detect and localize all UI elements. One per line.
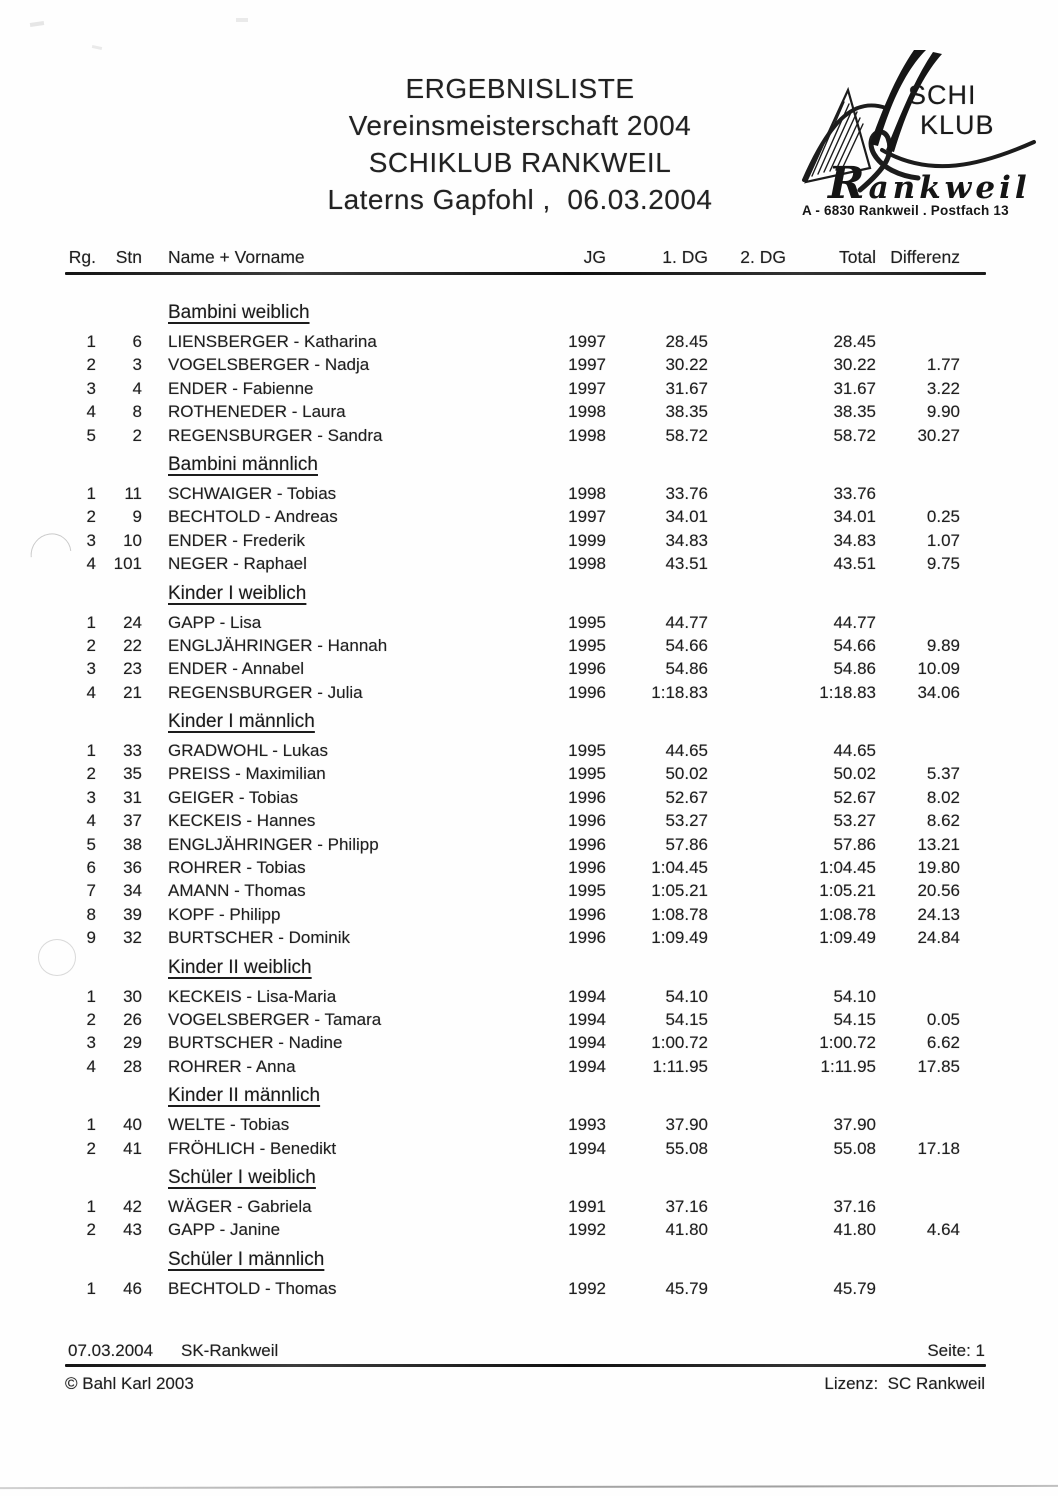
cell-name: ENDER - Frederik	[168, 530, 305, 550]
cell-total: 52.67	[833, 787, 876, 807]
col-header-diff: Differenz	[890, 247, 960, 267]
cell-total: 50.02	[833, 764, 876, 784]
cell-jg: 1999	[568, 530, 606, 550]
cell-rg: 4	[86, 682, 96, 702]
cell-dg1: 1:11.95	[652, 1056, 708, 1076]
result-section	[65, 1165, 985, 1242]
cell-stn: 41	[123, 1138, 142, 1158]
logo-text-schi: SCHI	[908, 80, 977, 110]
cell-diff: 4.64	[926, 1220, 960, 1240]
table-row	[65, 634, 985, 657]
cell-diff: 24.13	[917, 904, 960, 924]
table-row	[65, 926, 985, 949]
cell-total: 30.22	[833, 355, 876, 375]
section-title: Schüler I männlich	[168, 1248, 325, 1270]
page-title: ERGEBNISLISTE	[405, 73, 635, 104]
cell-total: 54.10	[833, 986, 876, 1006]
table-row	[65, 1031, 985, 1054]
cell-stn: 8	[132, 402, 142, 422]
cell-rg: 5	[86, 425, 96, 445]
cell-rg: 4	[86, 811, 96, 831]
cell-jg: 1995	[568, 764, 606, 784]
cell-jg: 1994	[568, 1056, 606, 1076]
table-row	[65, 856, 985, 879]
cell-jg: 1991	[568, 1196, 606, 1216]
cell-dg1: 1:00.72	[651, 1033, 708, 1053]
cell-total: 1:18.83	[819, 682, 876, 702]
section-title: Schüler I weiblich	[168, 1166, 316, 1188]
cell-dg1: 50.02	[665, 764, 708, 784]
cell-stn: 9	[132, 507, 142, 527]
cell-name: GAPP - Janine	[168, 1220, 281, 1240]
table-row	[65, 681, 985, 704]
table-row	[65, 1277, 985, 1300]
cell-name: WÄGER - Gabriela	[168, 1196, 312, 1216]
cell-total: 31.67	[833, 378, 876, 398]
cell-rg: 2	[86, 635, 96, 655]
result-section	[65, 452, 985, 576]
cell-dg1: 54.66	[665, 635, 708, 655]
club-logo	[790, 50, 1046, 230]
col-header-name: Name + Vorname	[168, 247, 305, 267]
table-row	[65, 1008, 985, 1031]
cell-rg: 8	[86, 904, 96, 924]
cell-name: ENGLJÄHRINGER - Hannah	[168, 635, 388, 655]
footer-page-number: Seite: 1	[927, 1341, 985, 1360]
cell-stn: 38	[123, 834, 142, 854]
cell-dg1: 1:08.78	[651, 904, 708, 924]
col-header-dg2: 2. DG	[740, 247, 786, 267]
cell-jg: 1995	[568, 881, 606, 901]
result-section	[65, 1083, 985, 1160]
cell-jg: 1998	[568, 554, 606, 574]
table-row	[65, 1055, 985, 1078]
cell-total: 38.35	[833, 402, 876, 422]
cell-total: 43.51	[833, 554, 876, 574]
section-title: Kinder I männlich	[168, 711, 315, 733]
cell-jg: 1998	[568, 402, 606, 422]
footer-copyright: © Bahl Karl 2003	[65, 1374, 194, 1393]
cell-rg: 3	[86, 530, 96, 550]
cell-stn: 11	[124, 483, 142, 503]
table-row	[65, 1113, 985, 1136]
cell-stn: 35	[123, 764, 142, 784]
scan-smudge	[30, 21, 44, 27]
cell-jg: 1996	[568, 904, 606, 924]
table-row	[65, 1137, 985, 1160]
cell-name: GEIGER - Tobias	[168, 787, 299, 807]
cell-diff: 1.77	[926, 355, 960, 375]
cell-dg1: 52.67	[665, 787, 708, 807]
cell-stn: 24	[123, 612, 142, 632]
table-row	[65, 879, 985, 902]
cell-name: ENDER - Fabienne	[168, 378, 314, 398]
table-row	[65, 657, 985, 680]
cell-stn: 37	[123, 811, 142, 831]
cell-stn: 36	[123, 858, 142, 878]
cell-stn: 31	[123, 787, 142, 807]
cell-rg: 2	[86, 764, 96, 784]
cell-stn: 39	[123, 904, 142, 924]
table-row	[65, 762, 985, 785]
scan-smudge	[92, 45, 102, 50]
cell-dg1: 28.45	[665, 332, 708, 351]
cell-stn: 2	[132, 425, 142, 445]
cell-name: VOGELSBERGER - Nadja	[168, 355, 370, 375]
cell-rg: 2	[86, 1220, 96, 1240]
table-row	[65, 529, 985, 552]
result-section	[65, 300, 985, 447]
col-header-stn: Stn	[115, 247, 142, 267]
cell-name: GAPP - Lisa	[168, 612, 262, 632]
cell-jg: 1995	[568, 612, 606, 632]
cell-total: 1:09.49	[819, 928, 876, 948]
cell-jg: 1994	[568, 1138, 606, 1158]
cell-total: 1:00.72	[819, 1033, 876, 1053]
cell-rg: 9	[86, 928, 96, 948]
cell-rg: 1	[86, 1196, 96, 1216]
cell-dg1: 58.72	[665, 425, 708, 445]
cell-name: ENDER - Annabel	[168, 659, 305, 679]
cell-rg: 3	[86, 378, 96, 398]
cell-name: REGENSBURGER - Julia	[168, 682, 363, 702]
cell-total: 44.77	[833, 612, 876, 632]
table-row	[65, 786, 985, 809]
cell-dg1: 1:04.45	[651, 858, 708, 878]
table-row	[65, 903, 985, 926]
cell-dg1: 53.27	[665, 811, 708, 831]
cell-total: 1:11.95	[820, 1056, 876, 1076]
cell-dg1: 41.80	[665, 1220, 708, 1240]
subtitle-event: Vereinsmeisterschaft 2004	[348, 110, 692, 141]
cell-jg: 1996	[568, 858, 606, 878]
subtitle-location-date: Laterns Gapfohl , 06.03.2004	[327, 184, 713, 215]
result-section	[65, 709, 985, 950]
col-header-dg1: 1. DG	[662, 247, 708, 267]
subtitle-club: SCHIKLUB RANKWEIL	[368, 147, 672, 178]
cell-dg1: 37.90	[665, 1115, 708, 1135]
cell-dg1: 33.76	[665, 483, 708, 503]
cell-name: ROHRER - Tobias	[168, 858, 306, 878]
cell-name: BECHTOLD - Andreas	[168, 507, 338, 527]
cell-dg1: 45.79	[665, 1278, 708, 1298]
cell-jg: 1992	[568, 1220, 606, 1240]
result-section	[65, 581, 985, 705]
logo-address: A - 6830 Rankweil . Postfach 13	[802, 203, 1009, 218]
cell-name: BECHTOLD - Thomas	[168, 1278, 337, 1298]
cell-jg: 1998	[568, 483, 606, 503]
cell-name: GRADWOHL - Lukas	[168, 741, 328, 761]
cell-stn: 32	[123, 928, 142, 948]
cell-dg1: 55.08	[665, 1138, 708, 1158]
table-row	[65, 424, 985, 447]
table-row	[65, 400, 985, 423]
cell-total: 41.80	[833, 1220, 876, 1240]
cell-name: VOGELSBERGER - Tamara	[168, 1009, 382, 1029]
cell-jg: 1994	[568, 1033, 606, 1053]
cell-total: 44.65	[833, 741, 876, 761]
cell-name: WELTE - Tobias	[168, 1115, 290, 1135]
cell-diff: 8.62	[926, 811, 960, 831]
cell-stn: 33	[123, 741, 142, 761]
col-header-jg: JG	[583, 247, 606, 267]
cell-jg: 1997	[568, 378, 606, 398]
cell-name: NEGER - Raphael	[168, 554, 307, 574]
cell-name: ROTHENEDER - Laura	[168, 402, 346, 422]
cell-name: ROHRER - Anna	[168, 1056, 296, 1076]
table-row	[65, 611, 985, 634]
cell-jg: 1995	[568, 635, 606, 655]
cell-rg: 3	[86, 787, 96, 807]
cell-name: SCHWAIGER - Tobias	[168, 483, 337, 503]
cell-diff: 6.62	[926, 1033, 960, 1053]
cell-diff: 0.25	[926, 507, 960, 527]
result-section	[65, 1247, 985, 1300]
cell-dg1: 54.86	[665, 659, 708, 679]
table-row	[65, 809, 985, 832]
cell-dg1: 54.15	[665, 1009, 708, 1029]
cell-rg: 4	[86, 554, 96, 574]
cell-jg: 1993	[568, 1115, 606, 1135]
cell-stn: 46	[123, 1278, 142, 1298]
cell-total: 58.72	[833, 425, 876, 445]
cell-rg: 3	[86, 1033, 96, 1053]
cell-name: LIENSBERGER - Katharina	[168, 332, 377, 351]
cell-name: AMANN - Thomas	[168, 881, 306, 901]
cell-dg1: 30.22	[665, 355, 708, 375]
cell-jg: 1992	[568, 1278, 606, 1298]
cell-total: 34.83	[833, 530, 876, 550]
cell-rg: 6	[86, 858, 96, 878]
table-row	[65, 552, 985, 575]
cell-diff: 10.09	[917, 659, 960, 679]
cell-jg: 1998	[568, 425, 606, 445]
cell-rg: 4	[86, 402, 96, 422]
cell-stn: 43	[123, 1220, 142, 1240]
cell-rg: 1	[86, 1115, 96, 1135]
cell-dg1: 1:09.49	[651, 928, 708, 948]
table-row	[65, 985, 985, 1008]
cell-name: KECKEIS - Hannes	[168, 811, 316, 831]
cell-dg1: 1:05.21	[651, 881, 708, 901]
cell-name: BURTSCHER - Nadine	[168, 1033, 343, 1053]
table-row	[65, 330, 985, 353]
cell-stn: 26	[123, 1009, 142, 1029]
cell-name: REGENSBURGER - Sandra	[168, 425, 383, 445]
cell-stn: 10	[123, 530, 142, 550]
table-row	[65, 833, 985, 856]
cell-total: 45.79	[833, 1278, 876, 1298]
cell-total: 34.01	[833, 507, 876, 527]
result-section	[65, 955, 985, 1079]
cell-stn: 28	[123, 1056, 142, 1076]
cell-stn: 29	[123, 1033, 142, 1053]
table-row	[65, 482, 985, 505]
section-title: Kinder I weiblich	[168, 582, 307, 604]
cell-dg1: 31.67	[665, 378, 708, 398]
cell-rg: 5	[86, 834, 96, 854]
cell-diff: 3.22	[926, 378, 960, 398]
cell-stn: 4	[132, 378, 142, 398]
cell-jg: 1997	[568, 507, 606, 527]
cell-diff: 9.89	[926, 635, 960, 655]
cell-rg: 2	[86, 1009, 96, 1029]
cell-stn: 101	[113, 554, 142, 574]
cell-stn: 42	[123, 1196, 142, 1216]
cell-rg: 2	[86, 355, 96, 375]
footer-date: 07.03.2004	[68, 1341, 154, 1360]
cell-rg: 1	[86, 483, 96, 503]
cell-total: 33.76	[833, 483, 876, 503]
cell-diff: 9.90	[926, 402, 960, 422]
section-title: Kinder II männlich	[168, 1085, 321, 1107]
cell-jg: 1996	[568, 834, 606, 854]
cell-name: ENGLJÄHRINGER - Philipp	[168, 834, 379, 854]
cell-diff: 1.07	[926, 530, 960, 550]
footer-bottom-line	[65, 1374, 985, 1396]
cell-diff: 13.21	[917, 834, 960, 854]
cell-dg1: 34.01	[665, 507, 708, 527]
cell-total: 28.45	[833, 332, 876, 351]
cell-dg1: 37.16	[665, 1196, 708, 1216]
footer-license: Lizenz: SC Rankweil	[824, 1374, 985, 1393]
col-header-total: Total	[839, 247, 876, 267]
cell-name: FRÖHLICH - Benedikt	[168, 1138, 337, 1158]
header-rule	[65, 272, 986, 275]
cell-rg: 1	[86, 741, 96, 761]
cell-diff: 24.84	[917, 928, 960, 948]
cell-diff: 20.56	[917, 881, 960, 901]
cell-jg: 1996	[568, 787, 606, 807]
cell-jg: 1996	[568, 811, 606, 831]
cell-stn: 22	[123, 635, 142, 655]
cell-dg1: 43.51	[665, 554, 708, 574]
cell-jg: 1997	[568, 332, 606, 351]
cell-name: BURTSCHER - Dominik	[168, 928, 350, 948]
cell-rg: 2	[86, 507, 96, 527]
cell-jg: 1996	[568, 682, 606, 702]
cell-rg: 3	[86, 659, 96, 679]
cell-jg: 1996	[568, 659, 606, 679]
cell-total: 54.15	[833, 1009, 876, 1029]
document-header	[180, 70, 860, 218]
section-title: Bambini männlich	[168, 453, 318, 475]
cell-rg: 1	[86, 986, 96, 1006]
scanner-edge-line	[0, 1485, 1058, 1489]
cell-jg: 1994	[568, 986, 606, 1006]
cell-diff: 17.85	[917, 1056, 960, 1076]
logo-club-name: Rankweil	[828, 158, 1031, 209]
section-title: Bambini weiblich	[168, 302, 310, 323]
scan-smudge	[236, 18, 248, 22]
cell-total: 1:04.45	[819, 858, 876, 878]
table-column-headers	[65, 247, 985, 271]
cell-stn: 23	[123, 659, 142, 679]
cell-total: 54.66	[833, 635, 876, 655]
cell-name: KECKEIS - Lisa-Maria	[168, 986, 337, 1006]
table-row	[65, 1195, 985, 1218]
cell-total: 53.27	[833, 811, 876, 831]
cell-diff: 19.80	[917, 858, 960, 878]
cell-total: 57.86	[833, 834, 876, 854]
cell-jg: 1994	[568, 1009, 606, 1029]
cell-rg: 1	[86, 612, 96, 632]
results-body	[65, 300, 985, 1300]
cell-rg: 4	[86, 1056, 96, 1076]
cell-jg: 1997	[568, 355, 606, 375]
footer-organizer: SK-Rankweil	[181, 1341, 279, 1360]
cell-name: KOPF - Philipp	[168, 904, 281, 924]
table-row	[65, 739, 985, 762]
cell-total: 55.08	[833, 1138, 876, 1158]
table-row	[65, 1218, 985, 1241]
cell-rg: 2	[86, 1138, 96, 1158]
cell-stn: 6	[132, 332, 142, 351]
cell-stn: 40	[123, 1115, 142, 1135]
cell-total: 1:05.21	[819, 881, 876, 901]
cell-name: PREISS - Maximilian	[168, 764, 326, 784]
cell-dg1: 44.65	[665, 741, 708, 761]
footer-top-line	[65, 1341, 985, 1363]
table-row	[65, 505, 985, 528]
section-title: Kinder II weiblich	[168, 956, 312, 978]
cell-dg1: 44.77	[665, 612, 708, 632]
footer-rule	[65, 1364, 986, 1367]
cell-dg1: 54.10	[665, 986, 708, 1006]
col-header-rg: Rg.	[68, 247, 96, 267]
cell-rg: 7	[86, 881, 96, 901]
cell-jg: 1995	[568, 741, 606, 761]
cell-diff: 30.27	[917, 425, 960, 445]
cell-dg1: 57.86	[665, 834, 708, 854]
cell-diff: 5.37	[926, 764, 960, 784]
table-row	[65, 377, 985, 400]
cell-dg1: 38.35	[665, 402, 708, 422]
cell-stn: 30	[123, 986, 142, 1006]
cell-total: 37.16	[833, 1196, 876, 1216]
cell-diff: 8.02	[926, 787, 960, 807]
cell-dg1: 34.83	[665, 530, 708, 550]
cell-stn: 21	[123, 682, 142, 702]
cell-dg1: 1:18.83	[651, 682, 708, 702]
table-row	[65, 353, 985, 376]
cell-diff: 34.06	[917, 682, 960, 702]
cell-diff: 9.75	[926, 554, 960, 574]
cell-rg: 1	[86, 332, 96, 351]
cell-total: 37.90	[833, 1115, 876, 1135]
logo-text-klub: KLUB	[920, 110, 995, 140]
cell-rg: 1	[86, 1278, 96, 1298]
cell-diff: 17.18	[917, 1138, 960, 1158]
cell-stn: 34	[123, 881, 142, 901]
cell-diff: 0.05	[926, 1009, 960, 1029]
cell-jg: 1996	[568, 928, 606, 948]
cell-total: 1:08.78	[819, 904, 876, 924]
cell-stn: 3	[132, 355, 142, 375]
cell-total: 54.86	[833, 659, 876, 679]
